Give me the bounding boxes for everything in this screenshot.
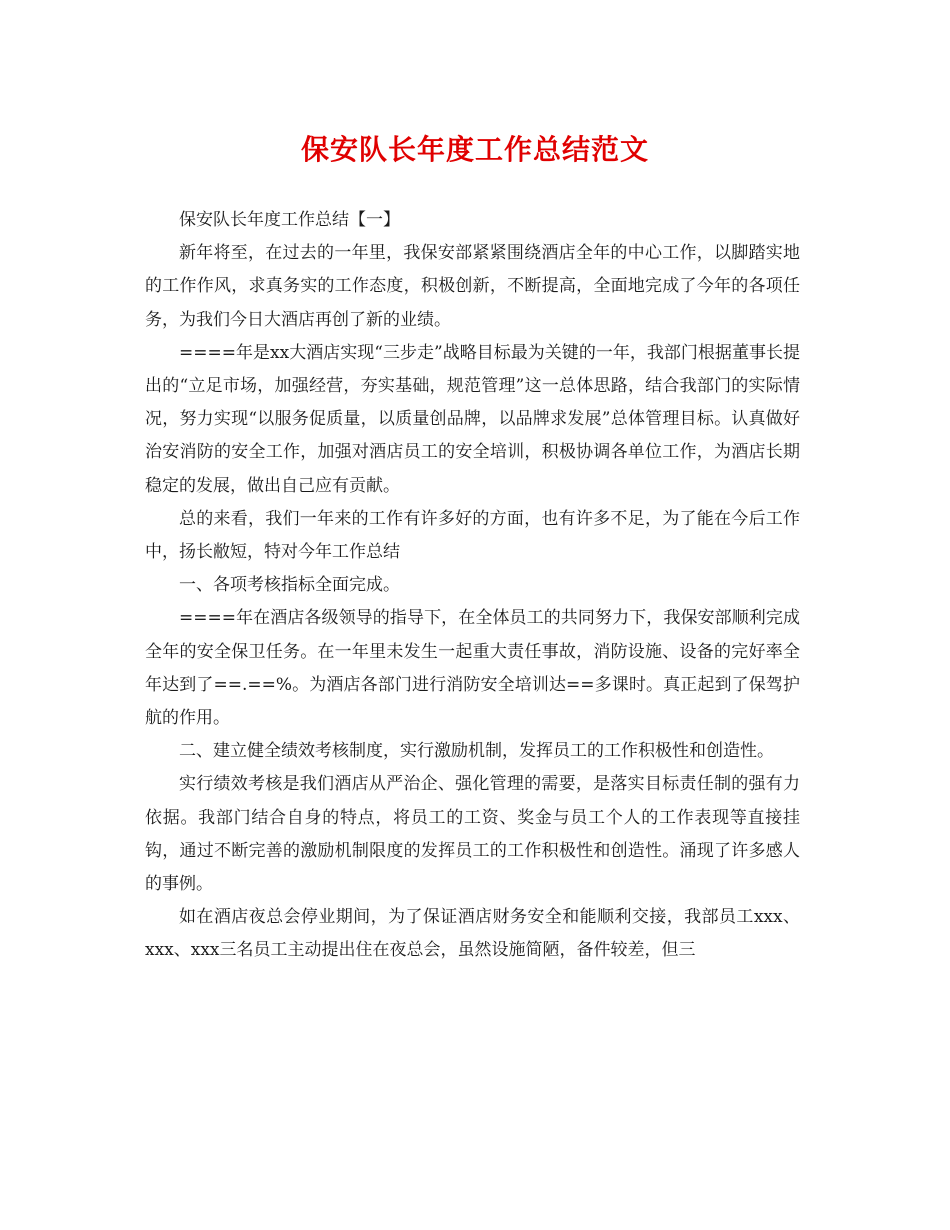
paragraph: 总的来看，我们一年来的工作有许多好的方面，也有许多不足，为了能在今后工作中，扬长敝短，特对今年工作总结 [145,508,800,563]
document-title: 保安队长年度工作总结范文 [300,133,649,166]
paragraph: 如在酒店夜总会停业期间，为了保证酒店财务安全和能顺利交接，我部员工xxx、xxx、xxx三名员工主动提出住在夜总会，虽然设施简陋，备件较差，但三 [145,907,800,961]
section-heading: 二、建立健全绩效考核制度，实行激励机制，发挥员工的工作积极性和创造性。 [179,741,774,762]
paragraph: ====年在酒店各级领导的指导下，在全体员工的共同努力下，我保安部顺利完成全年的安全保卫任务。在一年里未发生一起重大责任事故，消防设施、设备的完好率全年达到了==.==%。为酒店各部门进行消防安全培训达==多课时。真正起到了保驾护航的作用。 [145,608,800,729]
section-heading: 保安队长年度工作总结【一】 [179,210,400,230]
paragraph: ====年是xx大酒店实现“三步走”战略目标最为关键的一年，我部门根据董事长提出的“立足市场，加强经营，夯实基础，规范管理”这一总体思路，结合我部门的实际情况，努力实现“以服务促质量，以质量创品牌，以品牌求发展”总体管理目标。认真做好治安消防的安全工作，加强对酒店员工的安全培训，积极协调各单位工作，为酒店长期稳定的发展，做出自己应有贡献。 [145,342,800,496]
document-body [145,204,800,968]
paragraph: 实行绩效考核是我们酒店从严治企、强化管理的需要，是落实目标责任制的强有力依据。我部门结合自身的特点，将员工的工资、奖金与员工个人的工作表现等直接挂钩，通过不断完善的激励机制限度的发挥员工的工作积极性和创造性。涌现了许多感人的事例。 [145,774,800,895]
section-heading: 一、各项考核指标全面完成。 [179,575,400,596]
paragraph: 新年将至，在过去的一年里，我保安部紧紧围绕酒店全年的中心工作，以脚踏实地的工作作风，求真务实的工作态度，积极创新，不断提高，全面地完成了今年的各项任务，为我们今日大酒店再创了新的业绩。 [145,243,800,330]
